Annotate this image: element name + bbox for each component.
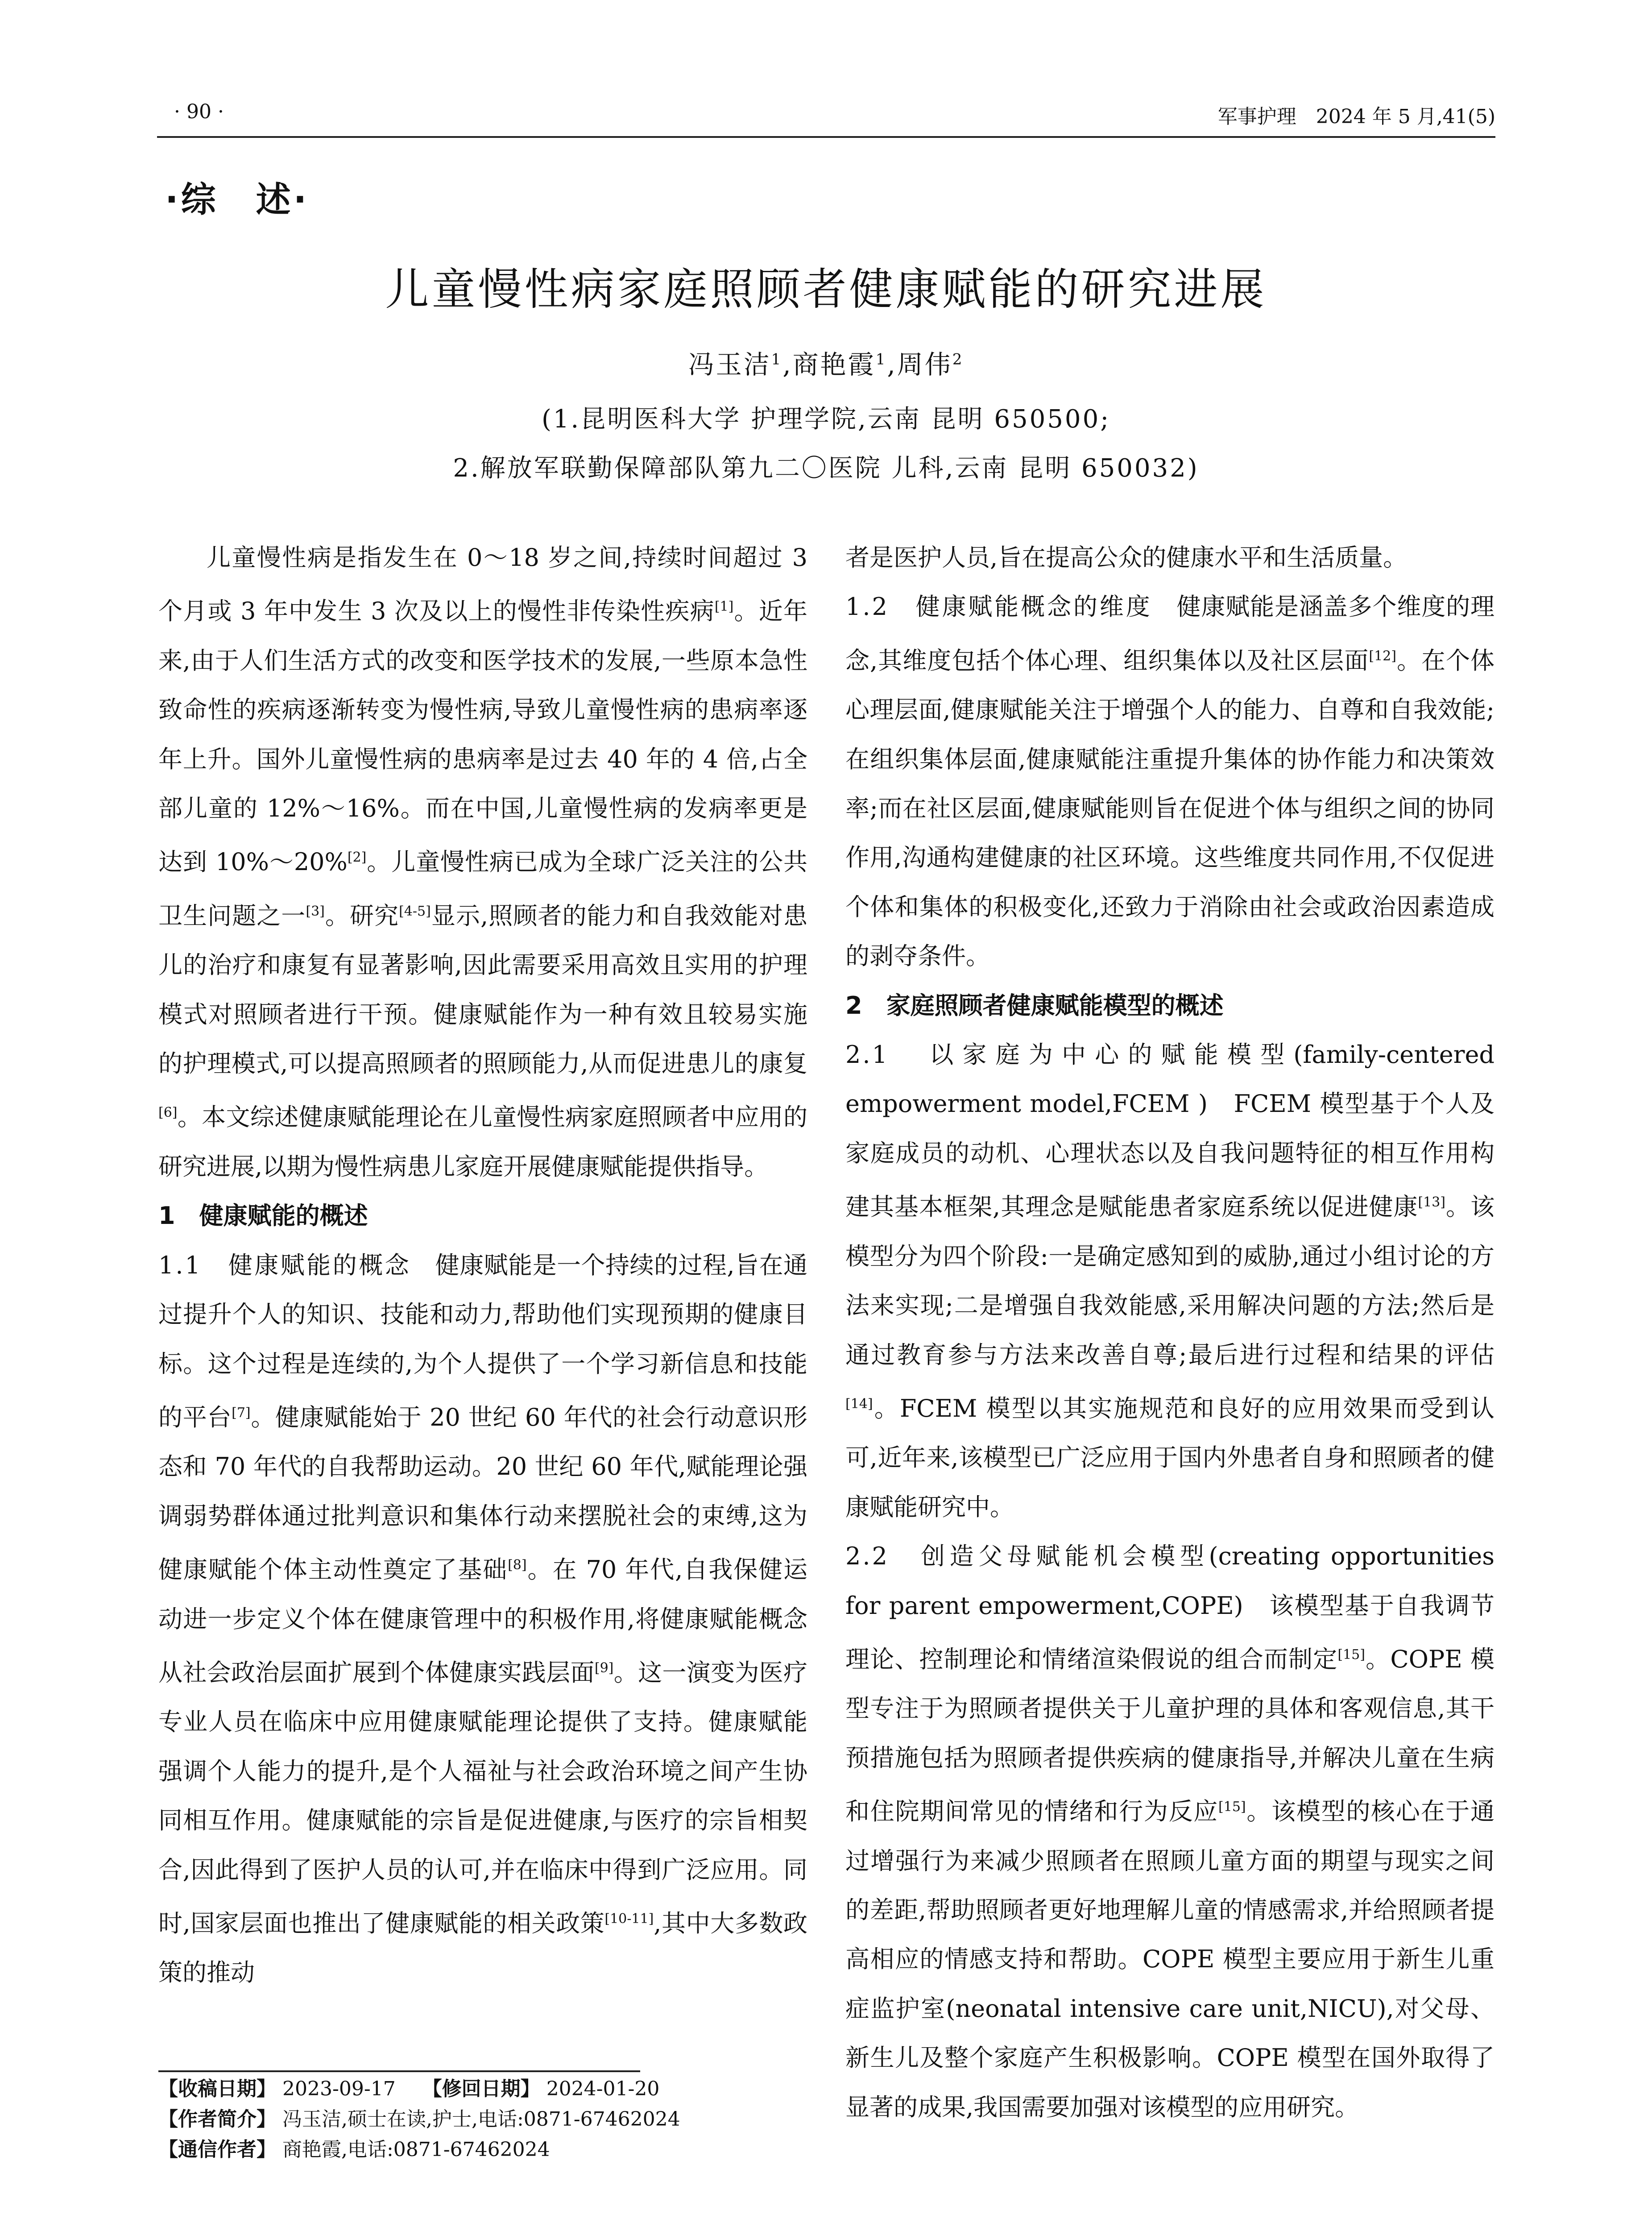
author-name: 商艳霞 xyxy=(792,349,876,380)
citation: [1] xyxy=(714,599,734,615)
affiliation-1: (1.昆明医科大学 护理学院,云南 昆明 650500; xyxy=(541,405,1111,434)
corresponding-row xyxy=(158,2135,810,2165)
received-date: 2023-09-17 xyxy=(282,2078,396,2100)
footnotes xyxy=(158,2074,810,2165)
citation: [3] xyxy=(306,903,325,919)
citation: [14] xyxy=(845,1396,873,1412)
citation: [12] xyxy=(1369,648,1396,664)
section-heading-1: 1 健康赋能的概述 xyxy=(158,1202,368,1230)
revised-date: 2024-01-20 xyxy=(546,2078,660,2100)
date-row xyxy=(158,2074,810,2104)
citation: [7] xyxy=(232,1405,251,1421)
header-rule xyxy=(157,136,1495,138)
author-name: 周伟 xyxy=(897,349,952,380)
body-paragraph: 者是医护人员,旨在提高公众的健康水平和生活质量。 xyxy=(845,543,1408,572)
corresponding-label: 【通信作者】 xyxy=(158,2138,276,2161)
subsection-heading: 1.1 健康赋能的概念 xyxy=(158,1251,411,1279)
body-paragraph: 2.1 以家庭为中心的赋能模型(family-centered empowerment model,FCEM ) FCEM 模型基于个人及家庭成员的动机、心理状态以及自我问题特征的相互作用构建其基本框架,其理念是赋能患者家庭系统以促进健康[13]。该模型分为四个阶段:一是确定感知到的威胁,通过小组讨论的方法来实现;二是增强自我效能感,采用解决问题的方法;然后是通过教育参与方法来改善自尊;最后进行过程和结果的评估[14]。FCEM 模型以其实施规范和良好的应用效果而受到认可,近年来,该模型已广泛应用于国内外患者自身和照顾者的健康赋能研究中。 xyxy=(845,1041,1495,1521)
citation: [9] xyxy=(594,1660,614,1676)
right-column xyxy=(845,533,1495,2132)
revised-label: 【修回日期】 xyxy=(422,2078,540,2100)
citation: [8] xyxy=(508,1557,527,1573)
affiliation-mark: 1 xyxy=(875,350,887,369)
section-label: ·综 述· xyxy=(165,180,310,220)
author-bio-row xyxy=(158,2104,810,2135)
author-bio: 冯玉洁,硕士在读,护士,电话:0871-67462024 xyxy=(282,2108,680,2131)
body-paragraph: 1.2 健康赋能概念的维度 健康赋能是涵盖多个维度的理念,其维度包括个体心理、组织集体以及社区层面[12]。在个体心理层面,健康赋能关注于增强个人的能力、自尊和自我效能;在组织集体层面,健康赋能注重提升集体的协作能力和决策效率;而在社区层面,健康赋能则旨在促进个体与组织之间的协同作用,沟通构建健康的社区环境。这些维度共同作用,不仅促进个体和集体的积极变化,还致力于消除由社会或政治因素造成的剥夺条件。 xyxy=(845,593,1495,970)
subsection-heading: 2.1 以家庭为中心的赋能模型 xyxy=(845,1041,1294,1069)
journal-info: 军事护理 2024 年 5 月,41(5) xyxy=(1217,105,1495,128)
corresponding-author: 商艳霞,电话:0871-67462024 xyxy=(282,2138,550,2161)
citation: [4-5] xyxy=(399,903,431,919)
affiliation-mark: 1 xyxy=(771,350,783,369)
citation: [10-11] xyxy=(604,1911,654,1927)
article-title: 儿童慢性病家庭照顾者健康赋能的研究进展 xyxy=(385,264,1267,315)
subsection-heading: 2.2 创造父母赋能机会模型 xyxy=(845,1542,1209,1571)
author-bio-label: 【作者简介】 xyxy=(158,2108,276,2131)
author-name: 冯玉洁 xyxy=(688,349,771,380)
author-line: 冯玉洁$^1$,商艳霞$^1$,周伟$^2$ xyxy=(688,349,964,380)
affiliation-2: 2.解放军联勤保障部队第九二〇医院 儿科,云南 昆明 650032) xyxy=(453,454,1199,483)
intro-paragraph: 儿童慢性病是指发生在 0～18 岁之间,持续时间超过 3 个月或 3 年中发生 3 次及以上的慢性非传染性疾病[1]。近年来,由于人们生活方式的改变和医学技术的发展,一些原本急性致命性的疾病逐渐转变为慢性病,导致儿童慢性病的患病率逐年上升。国外儿童慢性病的患病率是过去 40 年的 4 倍,占全部儿童的 12%～16%。而在中国,儿童慢性病的发病率更是达到 10%～20%[2]。儿童慢性病已成为全球广泛关注的公共卫生问题之一[3]。研究[4-5]显示,照顾者的能力和自我效能对患儿的治疗和康复有显著影响,因此需要采用高效且实用的护理模式对照顾者进行干预。健康赋能作为一种有效且较易实施的护理模式,可以提高照顾者的照顾能力,从而促进患儿的康复[6]。本文综述健康赋能理论在儿童慢性病家庭照顾者中应用的研究进展,以期为慢性病患儿家庭开展健康赋能提供指导。 xyxy=(158,543,808,1181)
citation: [6] xyxy=(158,1105,178,1121)
body-paragraph: 1.1 健康赋能的概念 健康赋能是一个持续的过程,旨在通过提升个人的知识、技能和动力,帮助他们实现预期的健康目标。这个过程是连续的,为个人提供了一个学习新信息和技能的平台[7]。健康赋能始于 20 世纪 60 年代的社会行动意识形态和 70 年代的自我帮助运动。20 世纪 60 年代,赋能理论强调弱势群体通过批判意识和集体行动来摆脱社会的束缚,这为健康赋能个体主动性奠定了基础[8]。在 70 年代,自我保健运动进一步定义个体在健康管理中的积极作用,将健康赋能概念从社会政治层面扩展到个体健康实践层面[9]。这一演变为医疗专业人员在临床中应用健康赋能理论提供了支持。健康赋能强调个人能力的提升,是个人福祉与社会政治环境之间产生协同相互作用。健康赋能的宗旨是促进健康,与医疗的宗旨相契合,因此得到了医护人员的认可,并在临床中得到广泛应用。同时,国家层面也推出了健康赋能的相关政策[10-11],其中大多数政策的推动 xyxy=(158,1251,808,1987)
footnote-rule xyxy=(158,2070,640,2072)
running-header xyxy=(157,96,1495,132)
citation: [2] xyxy=(347,850,367,866)
affiliation-mark: 2 xyxy=(952,350,964,369)
subsection-heading: 1.2 健康赋能概念的维度 xyxy=(845,593,1152,621)
section-heading-2: 2 家庭照顾者健康赋能模型的概述 xyxy=(845,991,1224,1020)
received-label: 【收稿日期】 xyxy=(158,2078,276,2100)
left-column xyxy=(158,533,807,1998)
citation: [15] xyxy=(1218,1799,1246,1815)
citation: [15] xyxy=(1337,1646,1365,1663)
citation: [13] xyxy=(1418,1194,1445,1211)
body-paragraph: 2.2 创造父母赋能机会模型(creating opportunities for parent empowerment,COPE) 该模型基于自我调节理论、控制理论和情绪渲染假说的组合而制定[15]。COPE 模型专注于为照顾者提供关于儿童护理的具体和客观信息,其干预措施包括为照顾者提供疾病的健康指导,并解决儿童在生病和住院期间常见的情绪和行为反应[15]。该模型的核心在于通过增强行为来减少照顾者在照顾儿童方面的期望与现实之间的差距,帮助照顾者更好地理解儿童的情感需求,并给照顾者提高相应的情感支持和帮助。COPE 模型主要应用于新生儿重症监护室(neonatal intensive care unit,NICU),对父母、新生儿及整个家庭产生积极影响。COPE 模型在国外取得了显著的成果,我国需要加强对该模型的应用研究。 xyxy=(845,1542,1495,2121)
page-number: · 90 · xyxy=(174,100,224,123)
